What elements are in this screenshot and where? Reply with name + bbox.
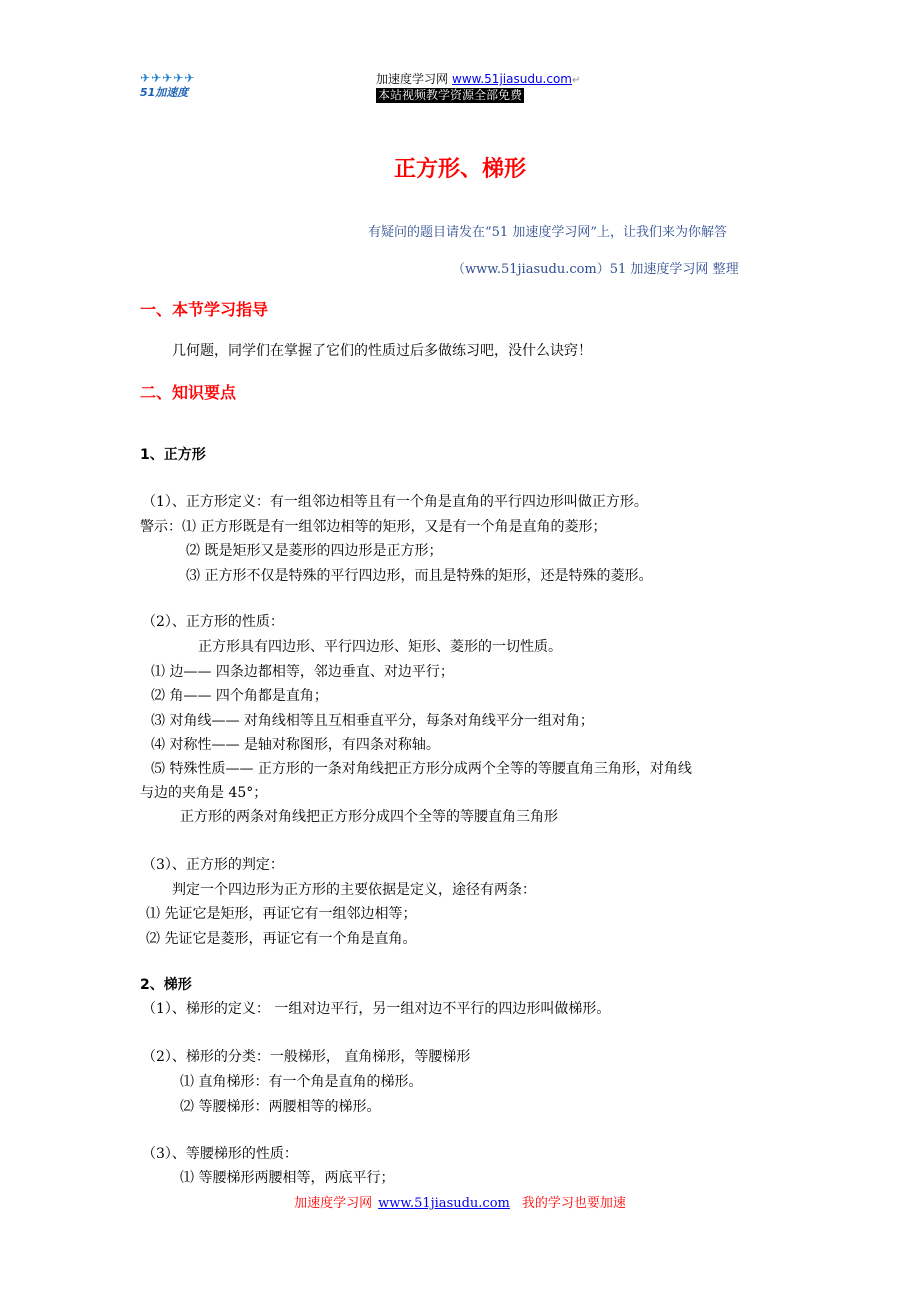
header-tagline <box>376 88 524 103</box>
logo-text: 51加速度 <box>140 86 189 99</box>
section-1-body: 几何题，同学们在掌握了它们的性质过后多做练习吧，没什么诀窍！ <box>172 343 592 359</box>
square-line: ⑴ 先证它是矩形，再证它有一组邻边相等； <box>146 906 417 922</box>
square-line: 正方形具有四边形、平行四边形、矩形、菱形的一切性质。 <box>198 639 562 655</box>
header-line <box>376 70 580 87</box>
square-line: ⑵ 角—— 四个角都是直角； <box>151 688 328 704</box>
square-line: ⑸ 特殊性质—— 正方形的一条对角线把正方形分成两个全等的等腰直角三角形，对角线 <box>151 761 692 777</box>
square-line: ⑴ 边—— 四条边都相等，邻边垂直、对边平行； <box>151 664 454 680</box>
square-line: ⑶ 正方形不仅是特殊的平行四边形，而且是特殊的矩形，还是特殊的菱形。 <box>186 568 653 584</box>
square-line: 警示：⑴ 正方形既是有一组邻边相等的矩形，又是有一个角是直角的菱形； <box>140 519 607 535</box>
trapezoid-line: （3）、等腰梯形的性质： <box>142 1146 298 1162</box>
arrows-icon: ✈ ✈ ✈ ✈ ✈ <box>140 71 195 85</box>
page-footer <box>0 1192 920 1211</box>
square-line: （2）、正方形的性质： <box>142 614 284 630</box>
square-line: 与边的夹角是 45°； <box>140 785 268 801</box>
square-line: 判定一个四边形为正方形的主要依据是定义，途径有两条： <box>172 882 536 898</box>
square-heading: 1、正方形 <box>140 447 206 463</box>
section-2-heading: 二、知识要点 <box>140 383 237 402</box>
notice-line-2: （www.51jiasudu.com）51 加速度学习网 整理 <box>452 262 739 277</box>
square-line: ⑵ 既是矩形又是菱形的四边形是正方形； <box>186 543 443 559</box>
square-line: ⑷ 对称性—— 是轴对称图形，有四条对称轴。 <box>151 737 440 753</box>
tagline-text: 本站视频教学资源全部免费 <box>378 88 523 102</box>
section-1-heading: 一、本节学习指导 <box>140 300 269 319</box>
trapezoid-line: （1）、梯形的定义： 一组对边平行，另一组对边不平行的四边形叫做梯形。 <box>142 1001 611 1017</box>
footer-site-link[interactable]: www.51jiasudu.com <box>378 1196 510 1211</box>
trapezoid-line: （2）、梯形的分类：一般梯形， 直角梯形，等腰梯形 <box>142 1049 471 1065</box>
square-line: ⑵ 先证它是菱形，再证它有一个角是直角。 <box>146 931 417 947</box>
header-site-link[interactable]: www.51jiasudu.com <box>452 72 572 86</box>
header-site-name: 加速度学习网 <box>376 72 449 86</box>
trapezoid-heading: 2、梯形 <box>140 977 192 993</box>
footer-site-name: 加速度学习网 <box>294 1196 373 1211</box>
trapezoid-line: ⑴ 直角梯形：有一个角是直角的梯形。 <box>180 1074 423 1090</box>
trapezoid-line: ⑵ 等腰梯形：两腰相等的梯形。 <box>180 1099 381 1115</box>
notice-line-1: 有疑问的题目请发在“51 加速度学习网”上，让我们来为你解答 <box>368 225 727 240</box>
square-line: （1）、正方形定义：有一组邻边相等且有一个角是直角的平行四边形叫做正方形。 <box>142 494 648 510</box>
square-line: ⑶ 对角线—— 对角线相等且互相垂直平分，每条对角线平分一组对角； <box>151 713 594 729</box>
site-logo <box>140 72 208 102</box>
square-line: 正方形的两条对角线把正方形分成四个全等的等腰直角三角形 <box>180 809 558 825</box>
square-line: （3）、正方形的判定： <box>142 857 284 873</box>
return-mark-icon: ↵ <box>572 75 581 86</box>
trapezoid-line: ⑴ 等腰梯形两腰相等，两底平行； <box>180 1170 395 1186</box>
footer-slogan: 我的学习也要加速 <box>521 1196 626 1211</box>
page-title: 正方形、梯形 <box>393 157 526 182</box>
